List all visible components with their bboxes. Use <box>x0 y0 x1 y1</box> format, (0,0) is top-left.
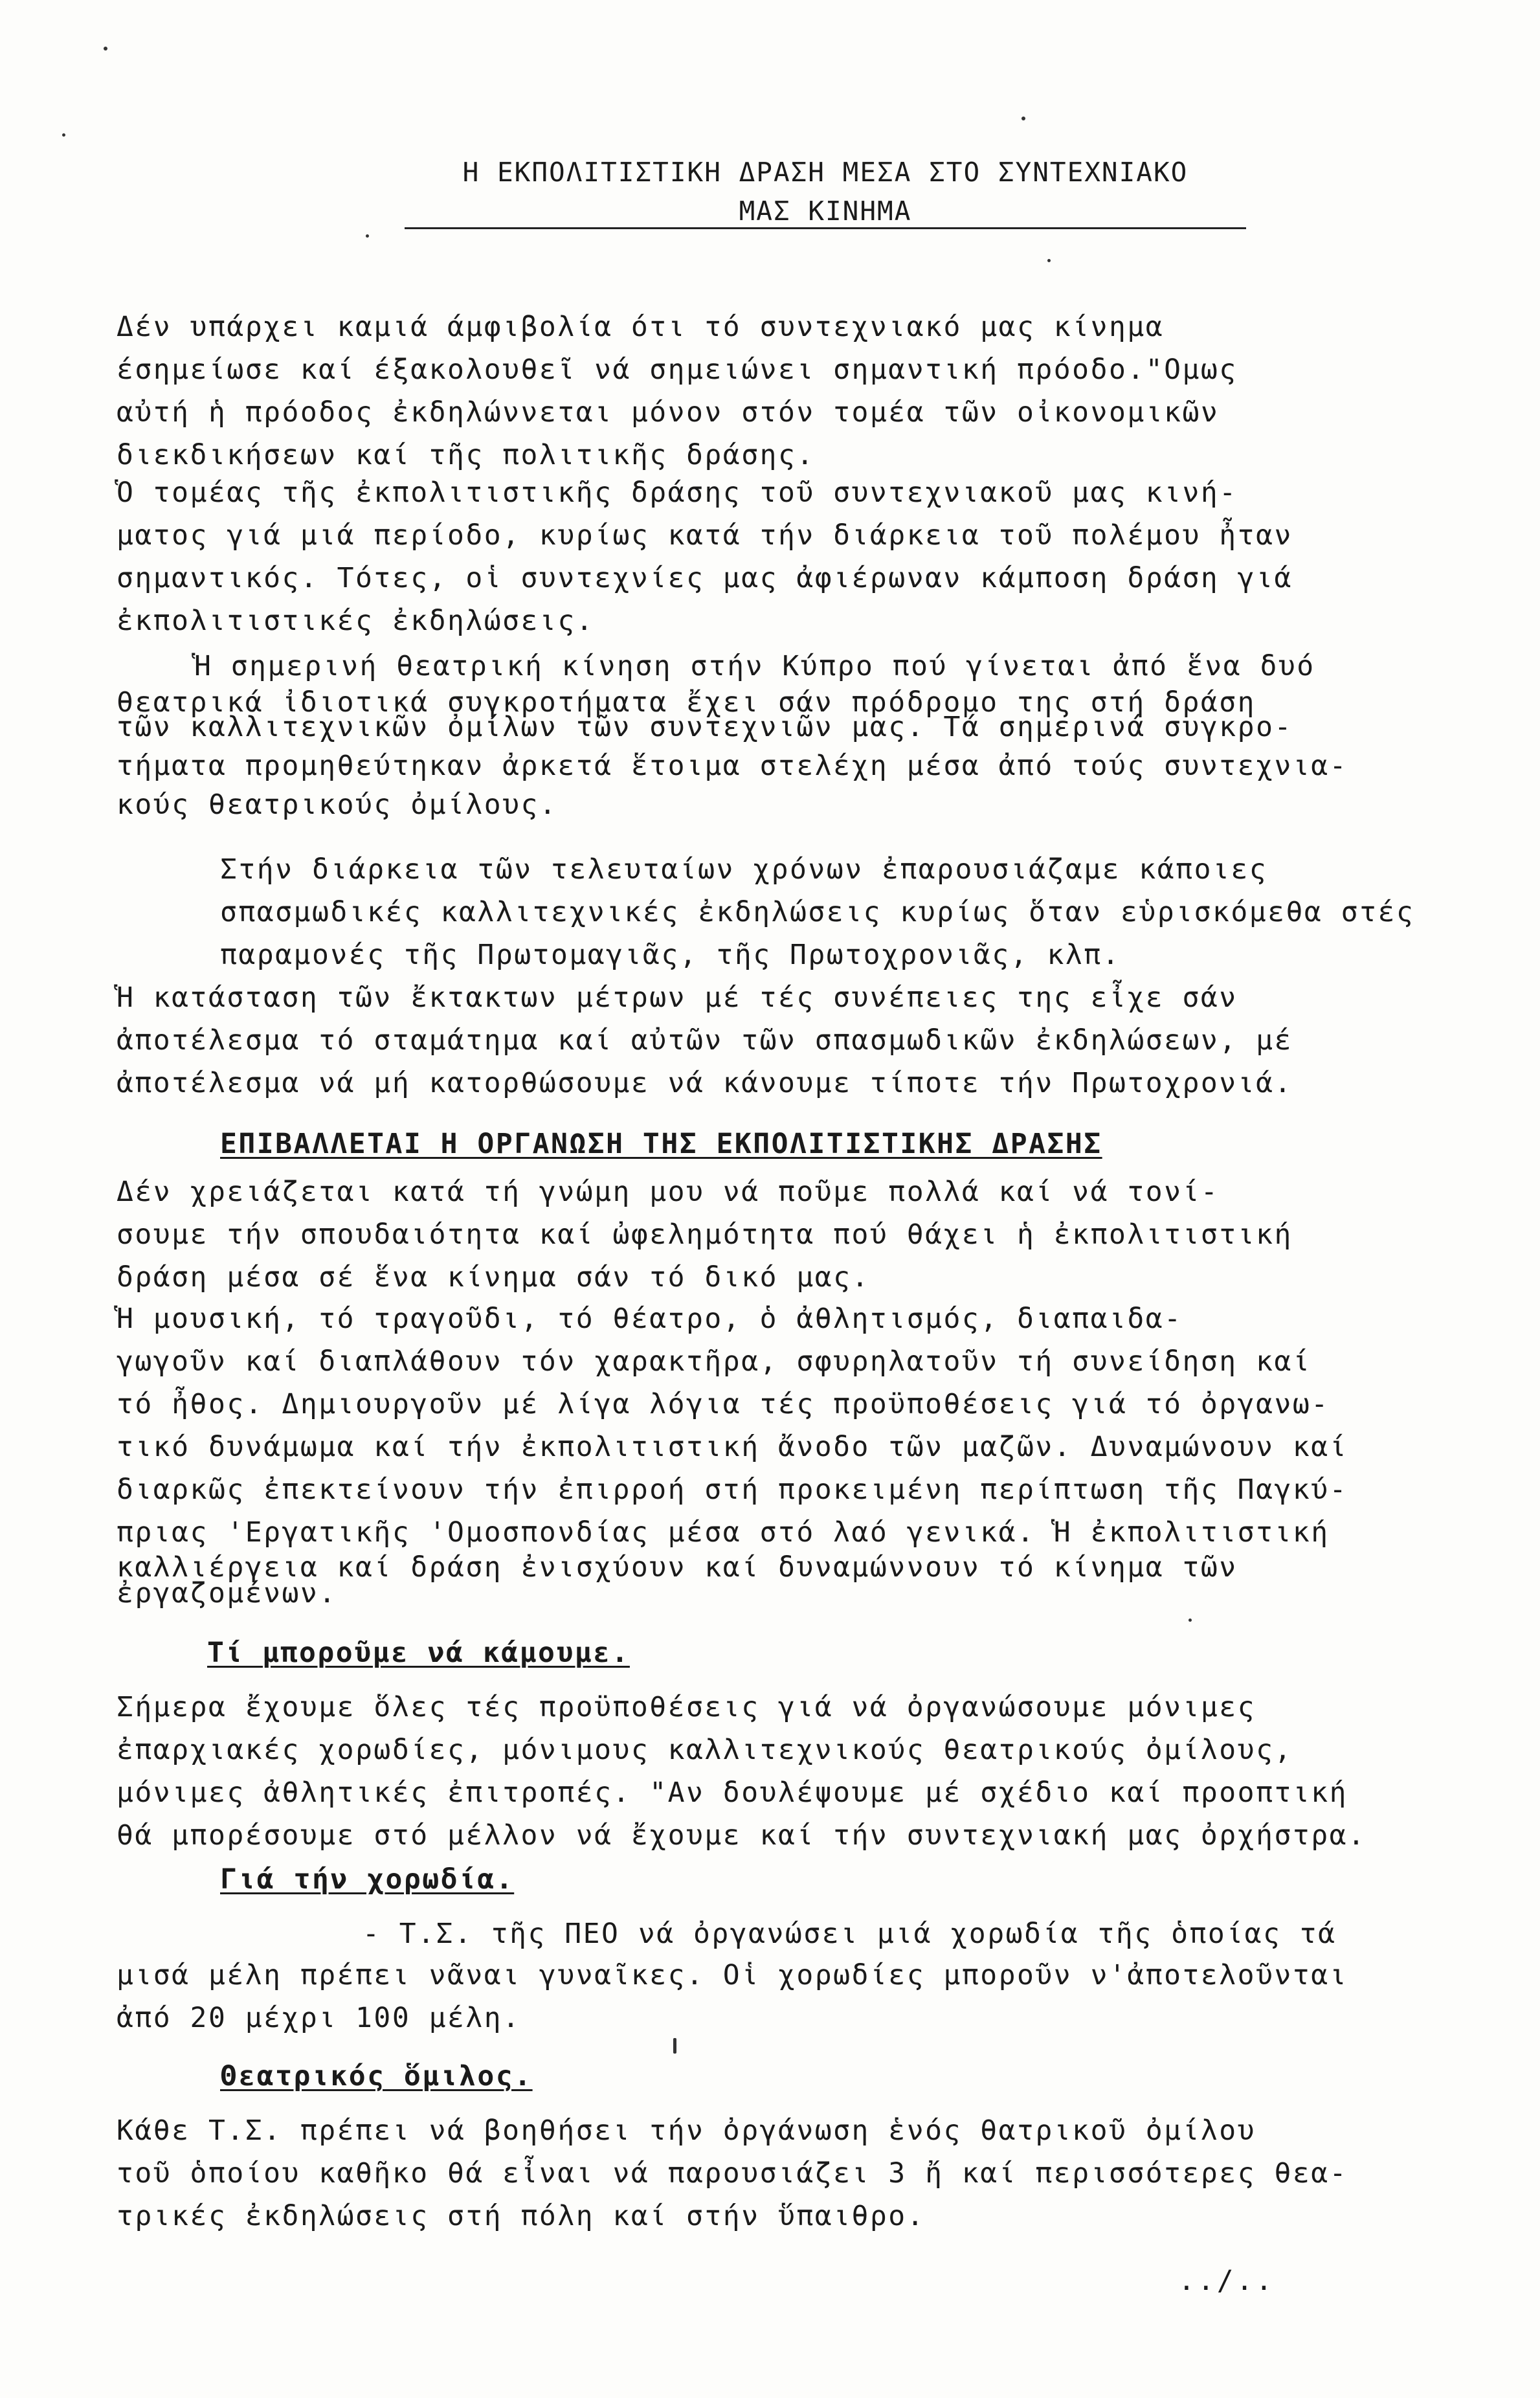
paragraph-music-theatre-line-8: ἐργαζομένων. <box>117 1577 337 1609</box>
paragraph-theatre-group: Κάθε Τ.Σ. πρέπει νά βοηθήσει τήν ὀργάνωση ἑνός θατρικοῦ ὀμίλου τοῦ ὁποίου καθῆκο θά εἶναι νά παρουσιάζει 3 ἤ καί περισσότερες θεα- τρικές ἐκδηλώσεις στή πόλη καί στήν ὕπαιθρο. <box>117 2114 1348 2232</box>
title-line-1: Η ΕΚΠΟΛΙΤΙΣΤΙΚΗ ΔΡΑΣΗ ΜΕΣΑ ΣΤΟ ΣΥΝΤΕΧΝΙΑΚΟ <box>462 157 1188 188</box>
scan-speck <box>104 47 107 50</box>
scan-speck <box>1047 259 1051 262</box>
scan-speck <box>1188 1619 1192 1622</box>
paragraph-theatre-line-2: θεατρικά ἰδιοτικά συγκροτήματα ἔχει σάν πρόδρομο της στή δράση <box>117 686 1256 719</box>
scan-speck <box>366 234 369 238</box>
scan-speck <box>673 2038 676 2054</box>
heading-what-we-can-do: Τί μποροῦμε νά κάμουμε. <box>207 1637 630 1669</box>
paragraph-choir: μισά μέλη πρέπει νᾶναι γυναῖκες. Οἱ χορωδίες μποροῦν ν'ἀποτελοῦνται ἀπό 20 μέχρι 100 μέλη. <box>117 1959 1348 2034</box>
heading-theatre-group: Θεατρικός ὅμιλος. <box>220 2060 533 2092</box>
paragraph-intro: Δέν υπάρχει καμιά άμφιβολία ότι τό συντεχνιακό μας κίνημα έσημείωσε καί έξακολουθεῖ νά σημειώνει σημαντική πρόοδο."Ομως αὐτή ἡ πρόοδος ἐκδηλώννεται μόνον στόν τομέα τῶν οἰκονομικῶν διεκδικήσεων καί τῆς πολιτικῆς δράσης. <box>117 311 1238 471</box>
heading-organisation-needed: ΕΠΙΒΑΛΛΕΤΑΙ Η ΟΡΓΑΝΩΣΗ ΤΗΣ ΕΚΠΟΛΙΤΙΣΤΙΚΗΣ ΔΡΑΣΗΣ <box>220 1128 1102 1160</box>
title-underline <box>405 227 1246 229</box>
paragraph-theatre-line-1: Ἡ σημερινή θεατρική κίνηση στήν Κύπρο πού γίνεται ἀπό ἕνα δυό <box>194 650 1315 682</box>
paragraph-prerequisites: Σήμερα ἔχουμε ὅλες τές προϋποθέσεις γιά νά ὀργανώσουμε μόνιμες ἐπαρχιακές χορωδίες, μόνιμους καλλιτεχνικούς θεατρικούς ὀμίλους, μόνιμες ἀθλητικές ἐπιτροπές. "Αν δουλέψουμε μέ σχέδιο καί προοπτική θά μπορέσουμε στό μέλλον νά ἔχουμε καί τήν συντεχνιακή μας ὀρχήστρα. <box>117 1691 1367 1852</box>
paragraph-importance: Δέν χρειάζεται κατά τή γνώμη μου νά ποῦμε πολλά καί νά τονί- σουμε τήν σπουδαιότητα καί ὠφελημότητα πού θάχει ἡ ἐκπολιτιστική δράση μέσα σέ ἕνα κίνημα σάν τό δικό μας. <box>117 1176 1293 1294</box>
paragraph-emergency-measures: Ἡ κατάσταση τῶν ἔκτακτων μέτρων μέ τές συνέπειες της εἶχε σάν ἀποτέλεσμα τό σταμάτημα καί αὐτῶν τῶν σπασμωδικῶν ἐκδηλώσεων, μέ ἀποτέλεσμα νά μή κατορθώσουμε νά κάνουμε τίποτε τήν Πρωτοχρονιά. <box>117 981 1293 1099</box>
continuation-mark: ../.. <box>1178 2265 1275 2297</box>
paragraph-theatre-line-5: κούς θεατρικούς ὀμίλους. <box>117 789 558 821</box>
paragraph-music-theatre-line-7: καλλιέργεια καί δράση ἐνισχύουν καί δυναμώννουν τό κίνημα τῶν <box>117 1551 1238 1584</box>
scan-speck <box>1021 117 1025 120</box>
paragraph-choir-line-1: - Τ.Σ. τῆς ΠΕΟ νά ὀργανώσει μιά χορωδία τῆς ὁποίας τά <box>363 1918 1337 1950</box>
paragraph-cultural-sector: Ὁ τομέας τῆς ἐκπολιτιστικῆς δράσης τοῦ συντεχνιακοῦ μας κινή- ματος γιά μιά περίοδο, κυρίως κατά τήν διάρκεια τοῦ πολέμου ἦταν σημαντικός. Τότες, οἱ συντεχνίες μας ἀφιέρωναν κάμποση δράση γιά ἐκπολιτιστικές ἐκδηλώσεις. <box>117 476 1293 637</box>
paragraph-recent-years: Στήν διάρκεια τῶν τελευταίων χρόνων ἐπαρουσιάζαμε κάποιες σπασμωδικές καλλιτεχνικές ἐκδηλώσεις κυρίως ὅταν εὑρισκόμεθα στές παραμονές τῆς Πρωτομαγιᾶς, τῆς Πρωτοχρονιᾶς, κλπ. <box>220 853 1415 971</box>
title-line-2: ΜΑΣ ΚΙΝΗΜΑ <box>739 196 912 227</box>
paragraph-theatre-line-4: τήματα προμηθεύτηκαν ἀρκετά ἕτοιμα στελέχη μέσα ἀπό τούς συντεχνια- <box>117 750 1348 782</box>
scan-speck <box>62 133 65 137</box>
paragraph-theatre-line-3: τῶν καλλιτεχνικῶν ὀμίλων τῶν συντεχνιῶν μας. Τά σημερινά συγκρο- <box>117 711 1293 743</box>
heading-choir: Γιά τήν χορωδία. <box>220 1863 515 1896</box>
paragraph-music-theatre: Ἡ μουσική, τό τραγοῦδι, τό θέατρο, ὁ ἀθλητισμός, διαπαιδα- γωγοῦν καί διαπλάθουν τόν χαρακτῆρα, σφυρηλατοῦν τή συνείδηση καί τό ἦθος. Δημιουργοῦν μέ λίγα λόγια τές προϋποθέσεις γιά τό ὀργανω- τικό δυνάμωμα καί τήν ἐκπολιτιστική ἄνοδο τῶν μαζῶν. Δυναμώνουν καί διαρκῶς ἐπεκτείνουν τήν ἐπιρροή στή προκειμένη περίπτωση τῆς Παγκύ- πριας 'Εργατικῆς 'Ομοσπονδίας μέσα στό λαό γενικά. Ἡ ἐκπολιτιστική <box>117 1303 1348 1549</box>
